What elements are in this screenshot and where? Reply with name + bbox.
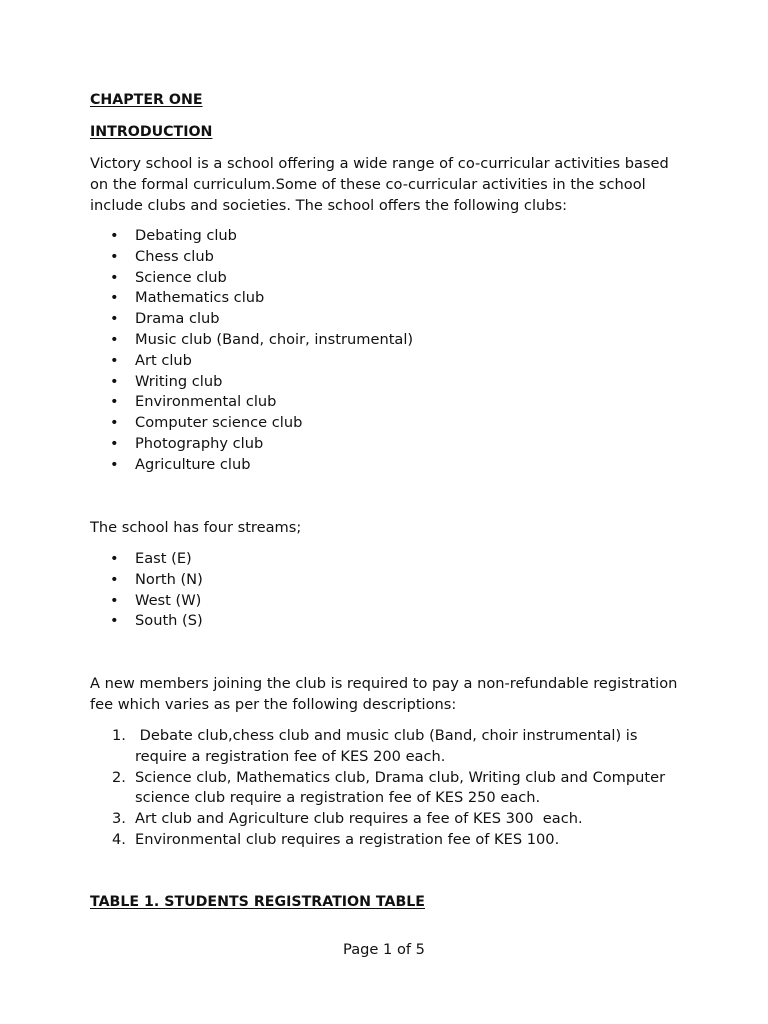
bullet-icon: • [110,289,119,307]
bullet-icon: • [110,414,119,432]
streams-list [90,549,203,632]
club-name: Photography club [135,434,264,452]
chapter-title: CHAPTER ONE [90,92,203,108]
list-item [90,226,413,247]
list-item [90,351,413,372]
stream-name: East (E) [135,550,192,567]
list-item [90,549,203,570]
bullet-icon: • [110,550,119,567]
list-item [90,392,413,413]
fees-intro: A new members joining the club is required to pay a non-refundable registration fee which varies as per the following descriptions: [90,675,678,713]
bullet-icon: • [110,455,119,473]
clubs-list [90,226,413,476]
fee-description: Environmental club requires a registration fee of KES 100. [135,830,560,848]
item-number: 3. [112,810,126,828]
bullet-icon: • [110,434,119,452]
list-item [90,434,413,455]
list-item [90,372,413,393]
bullet-icon: • [110,591,119,609]
bullet-icon: • [110,330,119,348]
bullet-icon: • [110,351,119,369]
bullet-icon: • [110,247,119,265]
item-number: 4. [112,830,126,848]
club-name: Writing club [135,372,223,390]
list-item [90,288,413,309]
bullet-icon: • [110,268,119,286]
list-item [90,830,680,851]
streams-intro: The school has four streams; [90,519,302,536]
bullet-icon: • [110,372,119,390]
list-item [90,455,413,476]
bullet-icon: • [110,227,119,244]
bullet-icon: • [110,393,119,411]
page-number: Page 1 of 5 [343,941,425,958]
fee-description: Art club and Agriculture club requires a fee of KES 300 each. [135,810,583,828]
bullet-icon: • [110,612,119,630]
stream-name: West (W) [135,591,202,609]
list-item [90,268,413,289]
table-heading: TABLE 1. STUDENTS REGISTRATION TABLE [90,894,426,910]
club-name: Computer science club [135,414,303,432]
club-name: Music club (Band, choir, instrumental) [135,330,414,348]
club-name: Agriculture club [135,455,251,473]
club-name: Science club [135,268,227,286]
list-item [90,611,203,632]
list-item [90,570,203,591]
fee-description: Science club, Mathematics club, Drama club, Writing club and Computer science club require a registration fee of KES 250 each. [135,768,666,807]
bullet-icon: • [110,310,119,328]
club-name: Environmental club [135,393,277,411]
list-item [90,413,413,434]
stream-name: South (S) [135,612,203,630]
section-title: INTRODUCTION [90,124,213,140]
club-name: Chess club [135,247,214,265]
fee-description: Debate club,chess club and music club (Band, choir instrumental) is require a registration fee of KES 200 each. [135,727,643,765]
stream-name: North (N) [135,570,203,588]
club-name: Art club [135,351,192,369]
bullet-icon: • [110,570,119,588]
club-name: Debating club [135,227,237,244]
intro-paragraph: Victory school is a school offering a wide range of co-curricular activities based on the formal curriculum.Some of these co-curricular activities in the school include clubs and societies. The school offers the following clubs: [90,155,669,214]
list-item [90,330,413,351]
item-number: 1. [112,727,126,744]
club-name: Drama club [135,310,220,328]
list-item [90,247,413,268]
list-item [90,309,413,330]
list-item [90,726,680,768]
club-name: Mathematics club [135,289,265,307]
list-item [90,591,203,612]
list-item [90,809,680,830]
fees-list [90,726,680,851]
item-number: 2. [112,768,126,786]
list-item [90,768,680,810]
